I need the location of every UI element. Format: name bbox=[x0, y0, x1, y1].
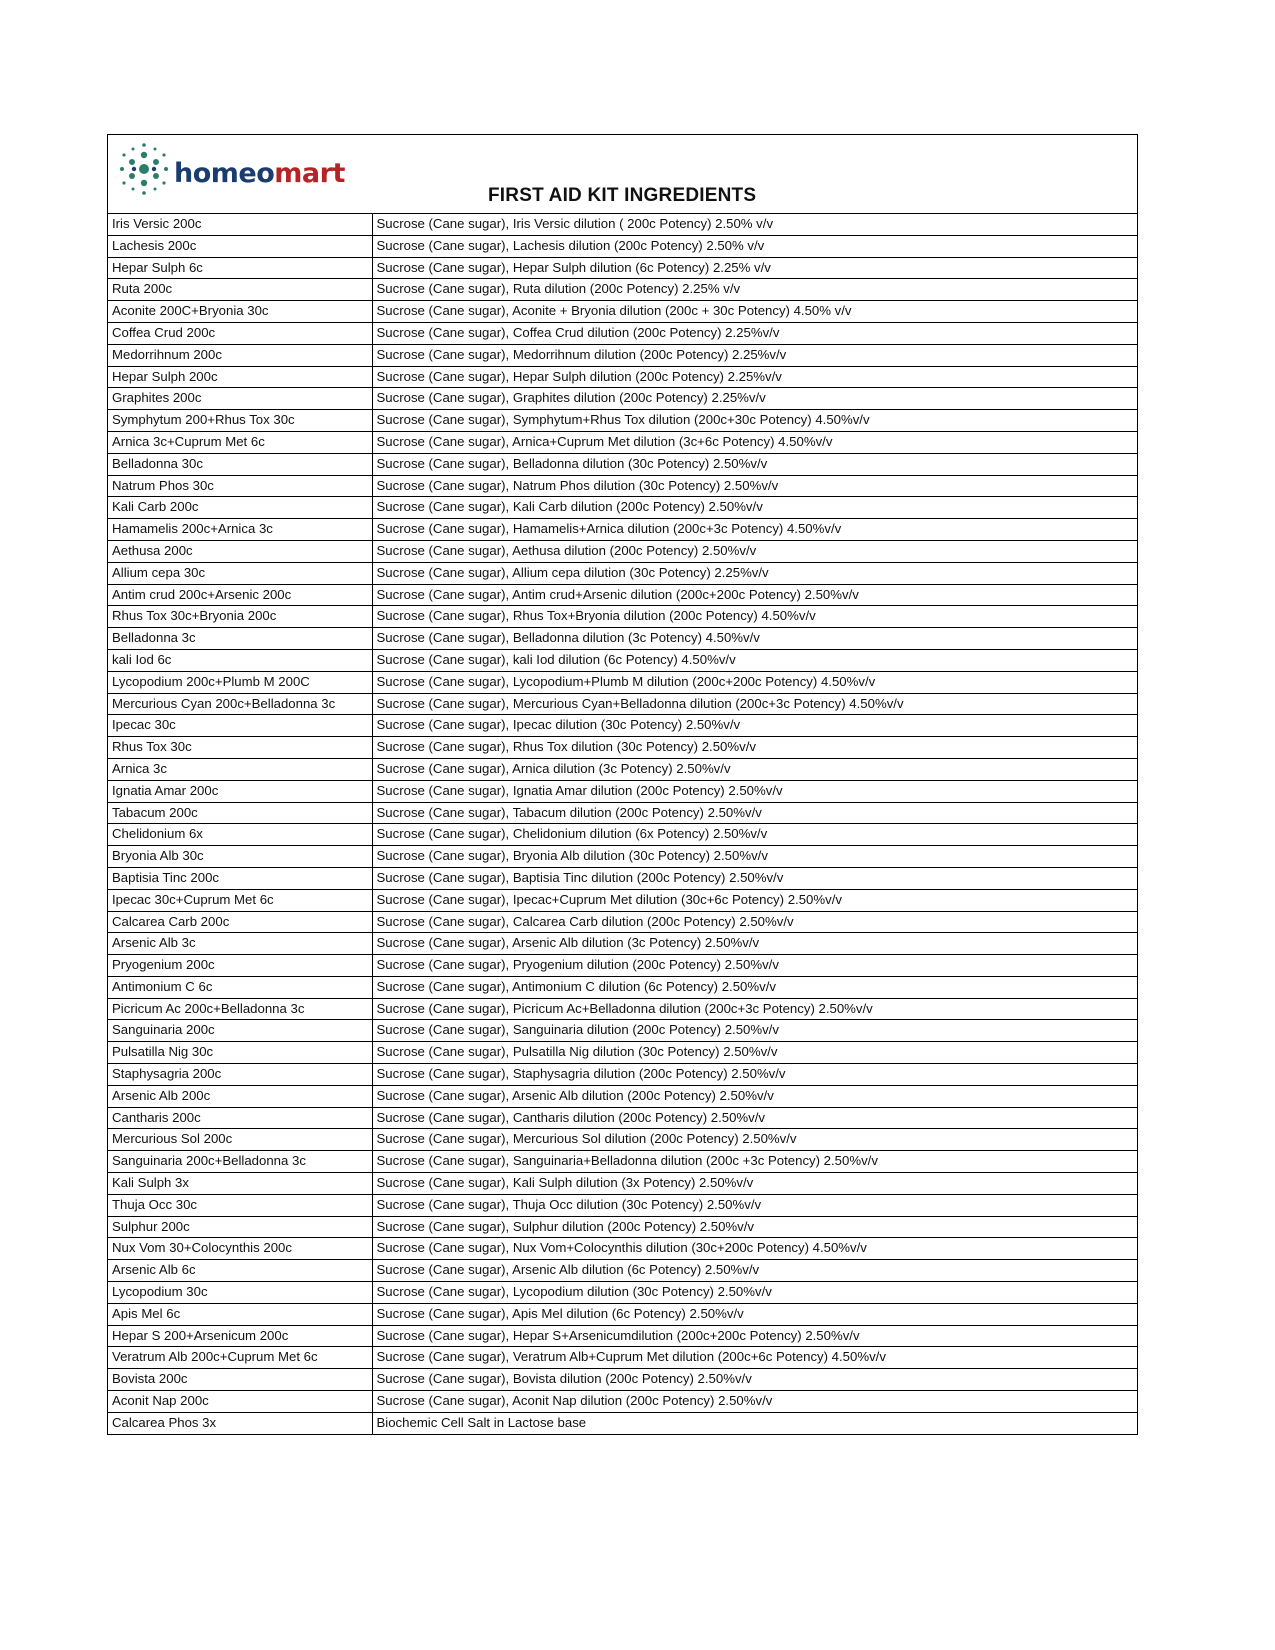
ingredients-cell: Sucrose (Cane sugar), Mercurious Sol dilution (200c Potency) 2.50%v/v bbox=[372, 1129, 1137, 1151]
table-row bbox=[108, 388, 1137, 410]
table-row bbox=[108, 497, 1137, 519]
remedy-name-cell: Veratrum Alb 200c+Cuprum Met 6c bbox=[108, 1347, 372, 1369]
remedy-name-cell: Calcarea Phos 3x bbox=[108, 1412, 372, 1433]
table-row bbox=[108, 453, 1137, 475]
ingredients-cell: Sucrose (Cane sugar), Nux Vom+Colocynthis dilution (30c+200c Potency) 4.50%v/v bbox=[372, 1238, 1137, 1260]
remedy-name-cell: Bryonia Alb 30c bbox=[108, 846, 372, 868]
ingredients-cell: Sucrose (Cane sugar), Graphites dilution (200c Potency) 2.25%v/v bbox=[372, 388, 1137, 410]
table-row bbox=[108, 1194, 1137, 1216]
table-row bbox=[108, 715, 1137, 737]
remedy-name-cell: Symphytum 200+Rhus Tox 30c bbox=[108, 410, 372, 432]
remedy-name-cell: Hepar Sulph 6c bbox=[108, 257, 372, 279]
table-row bbox=[108, 257, 1137, 279]
table-row bbox=[108, 214, 1137, 235]
ingredients-cell: Sucrose (Cane sugar), Bovista dilution (200c Potency) 2.50%v/v bbox=[372, 1369, 1137, 1391]
table-row bbox=[108, 235, 1137, 257]
ingredients-cell: Sucrose (Cane sugar), Belladonna dilution (30c Potency) 2.50%v/v bbox=[372, 453, 1137, 475]
ingredients-cell: Sucrose (Cane sugar), Cantharis dilution (200c Potency) 2.50%v/v bbox=[372, 1107, 1137, 1129]
table-row bbox=[108, 824, 1137, 846]
ingredients-cell: Sucrose (Cane sugar), Thuja Occ dilution (30c Potency) 2.50%v/v bbox=[372, 1194, 1137, 1216]
remedy-name-cell: Lycopodium 30c bbox=[108, 1282, 372, 1304]
table-row bbox=[108, 584, 1137, 606]
remedy-name-cell: Nux Vom 30+Colocynthis 200c bbox=[108, 1238, 372, 1260]
ingredients-cell: Sucrose (Cane sugar), Allium cepa dilution (30c Potency) 2.25%v/v bbox=[372, 562, 1137, 584]
table-row bbox=[108, 1085, 1137, 1107]
remedy-name-cell: Hepar S 200+Arsenicum 200c bbox=[108, 1325, 372, 1347]
remedy-name-cell: Pryogenium 200c bbox=[108, 955, 372, 977]
table-row bbox=[108, 1260, 1137, 1282]
remedy-name-cell: Bovista 200c bbox=[108, 1369, 372, 1391]
ingredients-cell: Sucrose (Cane sugar), Apis Mel dilution (6c Potency) 2.50%v/v bbox=[372, 1303, 1137, 1325]
remedy-name-cell: Hepar Sulph 200c bbox=[108, 366, 372, 388]
ingredients-cell: Sucrose (Cane sugar), Arsenic Alb dilution (200c Potency) 2.50%v/v bbox=[372, 1085, 1137, 1107]
remedy-name-cell: Aethusa 200c bbox=[108, 540, 372, 562]
table-row bbox=[108, 649, 1137, 671]
table-row bbox=[108, 933, 1137, 955]
table-row bbox=[108, 911, 1137, 933]
ingredients-cell: Sucrose (Cane sugar), Hamamelis+Arnica dilution (200c+3c Potency) 4.50%v/v bbox=[372, 519, 1137, 541]
table-row bbox=[108, 1325, 1137, 1347]
remedy-name-cell: Ipecac 30c bbox=[108, 715, 372, 737]
remedy-name-cell: Sanguinaria 200c+Belladonna 3c bbox=[108, 1151, 372, 1173]
remedy-name-cell: Rhus Tox 30c+Bryonia 200c bbox=[108, 606, 372, 628]
ingredients-cell: Sucrose (Cane sugar), Lycopodium dilution (30c Potency) 2.50%v/v bbox=[372, 1282, 1137, 1304]
remedy-name-cell: Rhus Tox 30c bbox=[108, 737, 372, 759]
ingredients-cell: Sucrose (Cane sugar), Hepar S+Arsenicumdilution (200c+200c Potency) 2.50%v/v bbox=[372, 1325, 1137, 1347]
logo-mart-text: mart bbox=[274, 158, 345, 189]
remedy-name-cell: Hamamelis 200c+Arnica 3c bbox=[108, 519, 372, 541]
table-row bbox=[108, 737, 1137, 759]
ingredients-cell: Sucrose (Cane sugar), Ruta dilution (200c Potency) 2.25% v/v bbox=[372, 279, 1137, 301]
ingredients-cell: Sucrose (Cane sugar), Ignatia Amar dilution (200c Potency) 2.50%v/v bbox=[372, 780, 1137, 802]
table-row bbox=[108, 1303, 1137, 1325]
remedy-name-cell: Mercurious Cyan 200c+Belladonna 3c bbox=[108, 693, 372, 715]
remedy-name-cell: Belladonna 30c bbox=[108, 453, 372, 475]
table-row bbox=[108, 955, 1137, 977]
logo-home-text: homeo bbox=[174, 158, 275, 189]
remedy-name-cell: Chelidonium 6x bbox=[108, 824, 372, 846]
table-row bbox=[108, 279, 1137, 301]
remedy-name-cell: Thuja Occ 30c bbox=[108, 1194, 372, 1216]
ingredients-cell: Sucrose (Cane sugar), Medorrihnum dilution (200c Potency) 2.25%v/v bbox=[372, 344, 1137, 366]
table-row bbox=[108, 1020, 1137, 1042]
remedy-name-cell: Sulphur 200c bbox=[108, 1216, 372, 1238]
ingredients-cell: Sucrose (Cane sugar), Sanguinaria dilution (200c Potency) 2.50%v/v bbox=[372, 1020, 1137, 1042]
ingredients-table-body bbox=[108, 214, 1137, 1434]
remedy-name-cell: Arsenic Alb 200c bbox=[108, 1085, 372, 1107]
table-row bbox=[108, 758, 1137, 780]
remedy-name-cell: Natrum Phos 30c bbox=[108, 475, 372, 497]
table-row bbox=[108, 846, 1137, 868]
ingredients-cell: Sucrose (Cane sugar), Picricum Ac+Belladonna dilution (200c+3c Potency) 2.50%v/v bbox=[372, 998, 1137, 1020]
ingredients-cell: Sucrose (Cane sugar), Tabacum dilution (200c Potency) 2.50%v/v bbox=[372, 802, 1137, 824]
ingredients-cell: Sucrose (Cane sugar), Aconite + Bryonia dilution (200c + 30c Potency) 4.50% v/v bbox=[372, 301, 1137, 323]
table-row bbox=[108, 1129, 1137, 1151]
ingredients-cell: Sucrose (Cane sugar), Coffea Crud dilution (200c Potency) 2.25%v/v bbox=[372, 322, 1137, 344]
table-row bbox=[108, 1282, 1137, 1304]
ingredients-cell: Sucrose (Cane sugar), Kali Carb dilution (200c Potency) 2.50%v/v bbox=[372, 497, 1137, 519]
remedy-name-cell: Lycopodium 200c+Plumb M 200C bbox=[108, 671, 372, 693]
table-row bbox=[108, 344, 1137, 366]
remedy-name-cell: Mercurious Sol 200c bbox=[108, 1129, 372, 1151]
table-row bbox=[108, 301, 1137, 323]
ingredients-cell: Sucrose (Cane sugar), Rhus Tox dilution (30c Potency) 2.50%v/v bbox=[372, 737, 1137, 759]
ingredients-cell: Sucrose (Cane sugar), kali Iod dilution (6c Potency) 4.50%v/v bbox=[372, 649, 1137, 671]
remedy-name-cell: Kali Sulph 3x bbox=[108, 1173, 372, 1195]
remedy-name-cell: Ipecac 30c+Cuprum Met 6c bbox=[108, 889, 372, 911]
remedy-name-cell: Medorrihnum 200c bbox=[108, 344, 372, 366]
ingredients-cell: Sucrose (Cane sugar), Aconit Nap dilution (200c Potency) 2.50%v/v bbox=[372, 1391, 1137, 1413]
ingredients-cell: Sucrose (Cane sugar), Mercurious Cyan+Belladonna dilution (200c+3c Potency) 4.50%v/v bbox=[372, 693, 1137, 715]
table-row bbox=[108, 867, 1137, 889]
remedy-name-cell: Kali Carb 200c bbox=[108, 497, 372, 519]
table-row bbox=[108, 540, 1137, 562]
ingredients-cell: Sucrose (Cane sugar), Kali Sulph dilution (3x Potency) 2.50%v/v bbox=[372, 1173, 1137, 1195]
remedy-name-cell: Cantharis 200c bbox=[108, 1107, 372, 1129]
ingredients-cell: Sucrose (Cane sugar), Natrum Phos dilution (30c Potency) 2.50%v/v bbox=[372, 475, 1137, 497]
remedy-name-cell: Staphysagria 200c bbox=[108, 1064, 372, 1086]
ingredients-cell: Sucrose (Cane sugar), Sulphur dilution (200c Potency) 2.50%v/v bbox=[372, 1216, 1137, 1238]
ingredients-cell: Sucrose (Cane sugar), Ipecac dilution (30c Potency) 2.50%v/v bbox=[372, 715, 1137, 737]
table-row bbox=[108, 802, 1137, 824]
remedy-name-cell: kali Iod 6c bbox=[108, 649, 372, 671]
ingredients-cell: Biochemic Cell Salt in Lactose base bbox=[376, 1414, 587, 1430]
ingredients-cell: Sucrose (Cane sugar), Sanguinaria+Belladonna dilution (200c +3c Potency) 2.50%v/v bbox=[372, 1151, 1137, 1173]
remedy-name-cell: Allium cepa 30c bbox=[108, 562, 372, 584]
ingredients-cell: Sucrose (Cane sugar), Pulsatilla Nig dilution (30c Potency) 2.50%v/v bbox=[372, 1042, 1137, 1064]
remedy-name-cell: Graphites 200c bbox=[108, 388, 372, 410]
ingredients-cell: Sucrose (Cane sugar), Ipecac+Cuprum Met dilution (30c+6c Potency) 2.50%v/v bbox=[372, 889, 1137, 911]
ingredients-cell: Sucrose (Cane sugar), Iris Versic dilution ( 200c Potency) 2.50% v/v bbox=[372, 214, 1137, 235]
table-row bbox=[108, 322, 1137, 344]
ingredients-cell: Sucrose (Cane sugar), Pryogenium dilution (200c Potency) 2.50%v/v bbox=[372, 955, 1137, 977]
remedy-name-cell: Apis Mel 6c bbox=[108, 1303, 372, 1325]
table-row bbox=[108, 628, 1137, 650]
ingredients-cell: Sucrose (Cane sugar), Lachesis dilution (200c Potency) 2.50% v/v bbox=[372, 235, 1137, 257]
table-row bbox=[108, 1347, 1137, 1369]
remedy-name-cell: Pulsatilla Nig 30c bbox=[108, 1042, 372, 1064]
table-row bbox=[108, 562, 1137, 584]
remedy-name-cell: Aconit Nap 200c bbox=[108, 1391, 372, 1413]
table-row bbox=[108, 1151, 1137, 1173]
table-row bbox=[108, 410, 1137, 432]
table-row bbox=[108, 475, 1137, 497]
remedy-name-cell: Arnica 3c bbox=[108, 758, 372, 780]
remedy-name-cell: Calcarea Carb 200c bbox=[108, 911, 372, 933]
ingredients-cell: Sucrose (Cane sugar), Aethusa dilution (200c Potency) 2.50%v/v bbox=[372, 540, 1137, 562]
table-row bbox=[108, 1369, 1137, 1391]
ingredients-cell: Sucrose (Cane sugar), Veratrum Alb+Cuprum Met dilution (200c+6c Potency) 4.50%v/v bbox=[372, 1347, 1137, 1369]
ingredients-cell: Sucrose (Cane sugar), Hepar Sulph dilution (6c Potency) 2.25% v/v bbox=[372, 257, 1137, 279]
table-row bbox=[108, 1391, 1137, 1413]
ingredients-cell: Sucrose (Cane sugar), Arsenic Alb dilution (6c Potency) 2.50%v/v bbox=[372, 1260, 1137, 1282]
ingredients-cell: Sucrose (Cane sugar), Chelidonium dilution (6x Potency) 2.50%v/v bbox=[372, 824, 1137, 846]
ingredients-cell: Sucrose (Cane sugar), Arnica+Cuprum Met dilution (3c+6c Potency) 4.50%v/v bbox=[372, 431, 1137, 453]
ingredients-cell: Sucrose (Cane sugar), Lycopodium+Plumb M dilution (200c+200c Potency) 4.50%v/v bbox=[372, 671, 1137, 693]
ingredients-cell: Sucrose (Cane sugar), Antimonium C dilution (6c Potency) 2.50%v/v bbox=[372, 976, 1137, 998]
dot-cluster-logo-icon bbox=[118, 141, 170, 197]
remedy-name-cell: Arsenic Alb 3c bbox=[108, 933, 372, 955]
remedy-name-cell: Antim crud 200c+Arsenic 200c bbox=[108, 584, 372, 606]
remedy-name-cell: Ruta 200c bbox=[108, 279, 372, 301]
ingredients-cell: Sucrose (Cane sugar), Arnica dilution (3c Potency) 2.50%v/v bbox=[372, 758, 1137, 780]
ingredients-cell: Sucrose (Cane sugar), Bryonia Alb dilution (30c Potency) 2.50%v/v bbox=[372, 846, 1137, 868]
page-title: FIRST AID KIT INGREDIENTS bbox=[488, 185, 757, 206]
remedy-name-cell: Coffea Crud 200c bbox=[108, 322, 372, 344]
table-row bbox=[108, 366, 1137, 388]
remedy-name-cell: Arnica 3c+Cuprum Met 6c bbox=[108, 431, 372, 453]
ingredients-cell: Sucrose (Cane sugar), Hepar Sulph dilution (200c Potency) 2.25%v/v bbox=[372, 366, 1137, 388]
ingredients-sheet bbox=[107, 134, 1138, 1435]
ingredients-cell: Sucrose (Cane sugar), Arsenic Alb dilution (3c Potency) 2.50%v/v bbox=[372, 933, 1137, 955]
table-row bbox=[108, 431, 1137, 453]
remedy-name-cell: Aconite 200C+Bryonia 30c bbox=[108, 301, 372, 323]
remedy-name-cell: Antimonium C 6c bbox=[108, 976, 372, 998]
table-row bbox=[108, 1064, 1137, 1086]
remedy-name-cell: Iris Versic 200c bbox=[108, 214, 372, 235]
remedy-name-cell: Picricum Ac 200c+Belladonna 3c bbox=[108, 998, 372, 1020]
ingredients-cell: Sucrose (Cane sugar), Antim crud+Arsenic dilution (200c+200c Potency) 2.50%v/v bbox=[372, 584, 1137, 606]
table-row bbox=[108, 998, 1137, 1020]
ingredients-table bbox=[108, 214, 1137, 1434]
remedy-name-cell: Sanguinaria 200c bbox=[108, 1020, 372, 1042]
table-row bbox=[108, 1216, 1137, 1238]
table-row bbox=[108, 1042, 1137, 1064]
remedy-name-cell: Lachesis 200c bbox=[108, 235, 372, 257]
table-row bbox=[108, 693, 1137, 715]
table-row bbox=[108, 1173, 1137, 1195]
homeomart-logo bbox=[118, 141, 345, 197]
table-row bbox=[108, 606, 1137, 628]
table-row bbox=[108, 671, 1137, 693]
ingredients-cell: Sucrose (Cane sugar), Belladonna dilution (3c Potency) 4.50%v/v bbox=[372, 628, 1137, 650]
ingredients-cell: Sucrose (Cane sugar), Calcarea Carb dilution (200c Potency) 2.50%v/v bbox=[372, 911, 1137, 933]
ingredients-cell: Sucrose (Cane sugar), Baptisia Tinc dilution (200c Potency) 2.50%v/v bbox=[372, 867, 1137, 889]
ingredients-cell: Sucrose (Cane sugar), Rhus Tox+Bryonia dilution (200c Potency) 4.50%v/v bbox=[372, 606, 1137, 628]
table-row bbox=[108, 1238, 1137, 1260]
table-row bbox=[108, 889, 1137, 911]
logo-wordmark bbox=[174, 160, 345, 187]
remedy-name-cell: Tabacum 200c bbox=[108, 802, 372, 824]
remedy-name-cell: Belladonna 3c bbox=[108, 628, 372, 650]
table-row bbox=[108, 1107, 1137, 1129]
remedy-name-cell: Baptisia Tinc 200c bbox=[108, 867, 372, 889]
remedy-name-cell: Ignatia Amar 200c bbox=[108, 780, 372, 802]
table-row bbox=[108, 780, 1137, 802]
sheet-header bbox=[108, 135, 1137, 214]
remedy-name-cell: Arsenic Alb 6c bbox=[108, 1260, 372, 1282]
table-row bbox=[108, 519, 1137, 541]
table-row bbox=[108, 1412, 1137, 1433]
ingredients-cell: Sucrose (Cane sugar), Staphysagria dilution (200c Potency) 2.50%v/v bbox=[372, 1064, 1137, 1086]
ingredients-cell: Sucrose (Cane sugar), Symphytum+Rhus Tox dilution (200c+30c Potency) 4.50%v/v bbox=[372, 410, 1137, 432]
table-row bbox=[108, 976, 1137, 998]
